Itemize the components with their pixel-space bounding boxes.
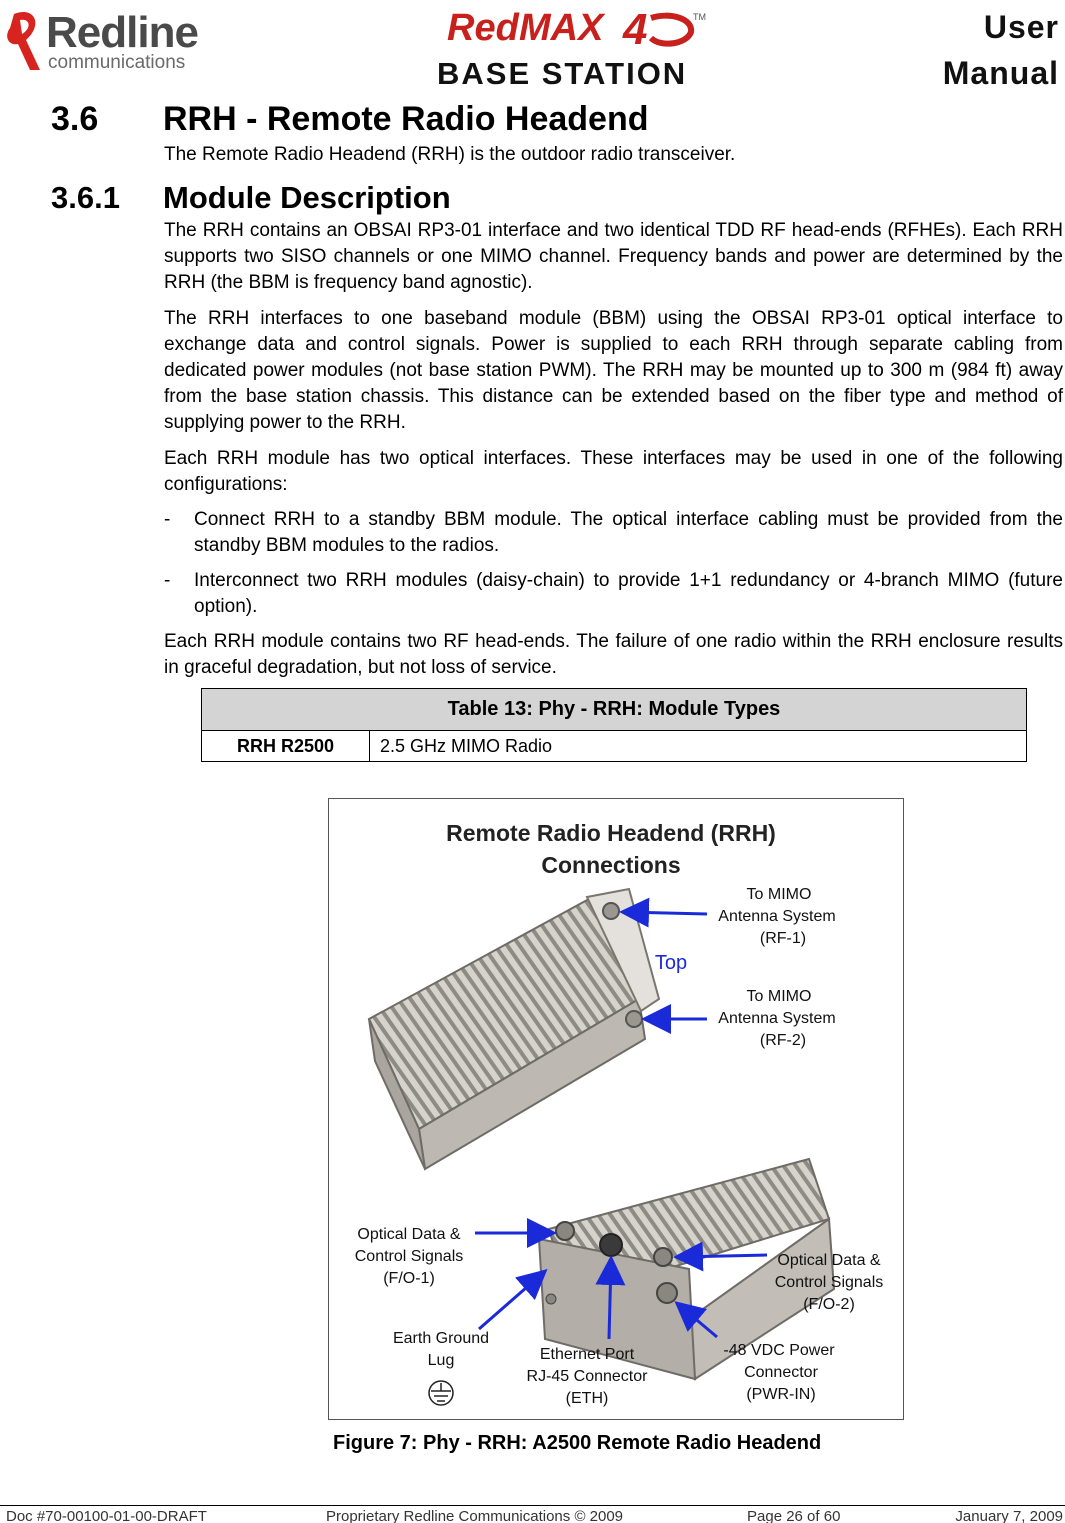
rf2-connector [626, 1011, 642, 1027]
document-type [943, 4, 1059, 96]
module-description-cell: 2.5 GHz MIMO Radio [370, 731, 1027, 762]
rrh-figure [328, 798, 904, 1420]
rrh-diagram [329, 799, 903, 1419]
footer-date: January 7, 2009 [955, 1508, 1063, 1523]
eth-connector [600, 1234, 622, 1256]
subsection-number: 3.6.1 [51, 180, 120, 215]
paragraph-2: The RRH interfaces to one baseband module (BBM) using the OBSAI RP3-01 optical interface to exchange data and control signals. Power is supplied to each RRH through separate cabling from dedicated power modules (not base station PWM). The RRH may be mounted up to 300 m (984 ft) away from the base station chassis. This distance can be extended based on the fiber type and method of supplying power to the RRH. [164, 308, 1063, 433]
ground-lug [546, 1294, 556, 1304]
page-header [0, 0, 1065, 96]
svg-text:4: 4 [623, 5, 648, 54]
footer-copyright: Proprietary Redline Communications © 2009 [326, 1508, 624, 1523]
rrh-unit-top-view [369, 889, 659, 1169]
rf2-label-line2: Antenna System [718, 1010, 836, 1027]
fo2-connector [654, 1248, 672, 1266]
footer-divider [0, 1505, 1065, 1506]
module-types-table [201, 688, 1027, 762]
pwr-label-line3: (PWR-IN) [746, 1386, 816, 1403]
rf1-label-line2: Antenna System [718, 908, 836, 925]
table-caption: Table 13: Phy - RRH: Module Types [202, 689, 1027, 731]
section-heading [51, 100, 649, 139]
fo1-label-line3: (F/O-1) [383, 1270, 435, 1287]
eth-label-line2: RJ-45 Connector [526, 1368, 648, 1385]
rf2-label-line1: To MIMO [746, 988, 812, 1005]
redline-logo [4, 6, 224, 76]
svg-text:MAX: MAX [519, 7, 604, 49]
fo1-label-line1: Optical Data & [357, 1226, 461, 1243]
pwr-connector [657, 1283, 677, 1303]
fo1-label-line2: Control Signals [354, 1248, 464, 1265]
pwr-label-line1: -48 VDC Power [723, 1342, 835, 1359]
redmax-logo [447, 4, 712, 54]
company-sub: communications [48, 52, 186, 73]
bullet-text: Interconnect two RRH modules (daisy-chain) to provide 1+1 redundancy or 4-branch MIMO (future option). [194, 570, 1063, 617]
svg-text:Red: Red [447, 7, 519, 49]
fo2-label-line3: (F/O-2) [803, 1296, 855, 1313]
ground-label-line2: Lug [427, 1352, 455, 1369]
subsection-heading [51, 180, 451, 216]
bullet-marker: - [164, 570, 171, 591]
ground-symbol-icon [429, 1381, 453, 1405]
ground-label-line1: Earth Ground [392, 1330, 490, 1347]
module-type-cell: RRH R2500 [202, 731, 370, 762]
section-intro: The Remote Radio Headend (RRH) is the outdoor radio transceiver. [164, 144, 736, 165]
paragraph-4: Each RRH module contains two RF head-ends. The failure of one radio within the RRH enclosure results in graceful degradation, but not loss of service. [164, 631, 1063, 678]
list-item [164, 507, 1063, 559]
rf1-label-line1: To MIMO [746, 886, 812, 903]
figure-title-line2: Connections [541, 852, 681, 878]
figure-title-line1: Remote Radio Headend (RRH) [446, 820, 776, 846]
bullet-marker: - [164, 509, 171, 530]
doc-type-line2: Manual [942, 55, 1059, 91]
fo2-label-line2: Control Signals [774, 1274, 884, 1291]
bullet-text: Connect RRH to a standby BBM module. The optical interface cabling must be provided from the standby BBM modules to the radios. [194, 509, 1063, 556]
company-name: Redline [46, 8, 198, 57]
rf1-connector [603, 903, 619, 919]
figure-caption: Figure 7: Phy - RRH: A2500 Remote Radio Headend [333, 1432, 822, 1454]
doc-type-line1: User [983, 9, 1059, 45]
paragraph-1: The RRH contains an OBSAI RP3-01 interface and two identical TDD RF head-ends (RFHEs). Each RRH supports two SISO channels or one MIMO channel. Frequency bands and power are determined by the RRH (the BBM is frequency band agnostic). [164, 220, 1063, 293]
eth-label-line3: (ETH) [565, 1390, 609, 1407]
section-title: RRH - Remote Radio Headend [163, 100, 649, 138]
fo1-connector [556, 1222, 574, 1240]
table-row [202, 731, 1027, 762]
fo2-label-line1: Optical Data & [777, 1252, 881, 1269]
rf1-label-line3: (RF-1) [759, 930, 807, 947]
eth-label-line1: Ethernet Port [539, 1346, 635, 1363]
rf2-label-line3: (RF-2) [759, 1032, 807, 1049]
top-label: Top [654, 952, 688, 974]
product-subtitle: BASE STATION [437, 56, 688, 91]
pwr-label-line2: Connector [744, 1364, 818, 1381]
paragraph-3: Each RRH module has two optical interfaces. These interfaces may be used in one of the following configurations: [164, 448, 1063, 495]
section-number: 3.6 [51, 100, 99, 138]
footer-page-number: Page 26 of 60 [747, 1508, 841, 1523]
svg-text:TM: TM [693, 12, 706, 22]
list-item [164, 568, 1063, 620]
subsection-title: Module Description [163, 180, 451, 215]
footer-doc-number: Doc #70-00100-01-00-DRAFT [6, 1508, 207, 1523]
